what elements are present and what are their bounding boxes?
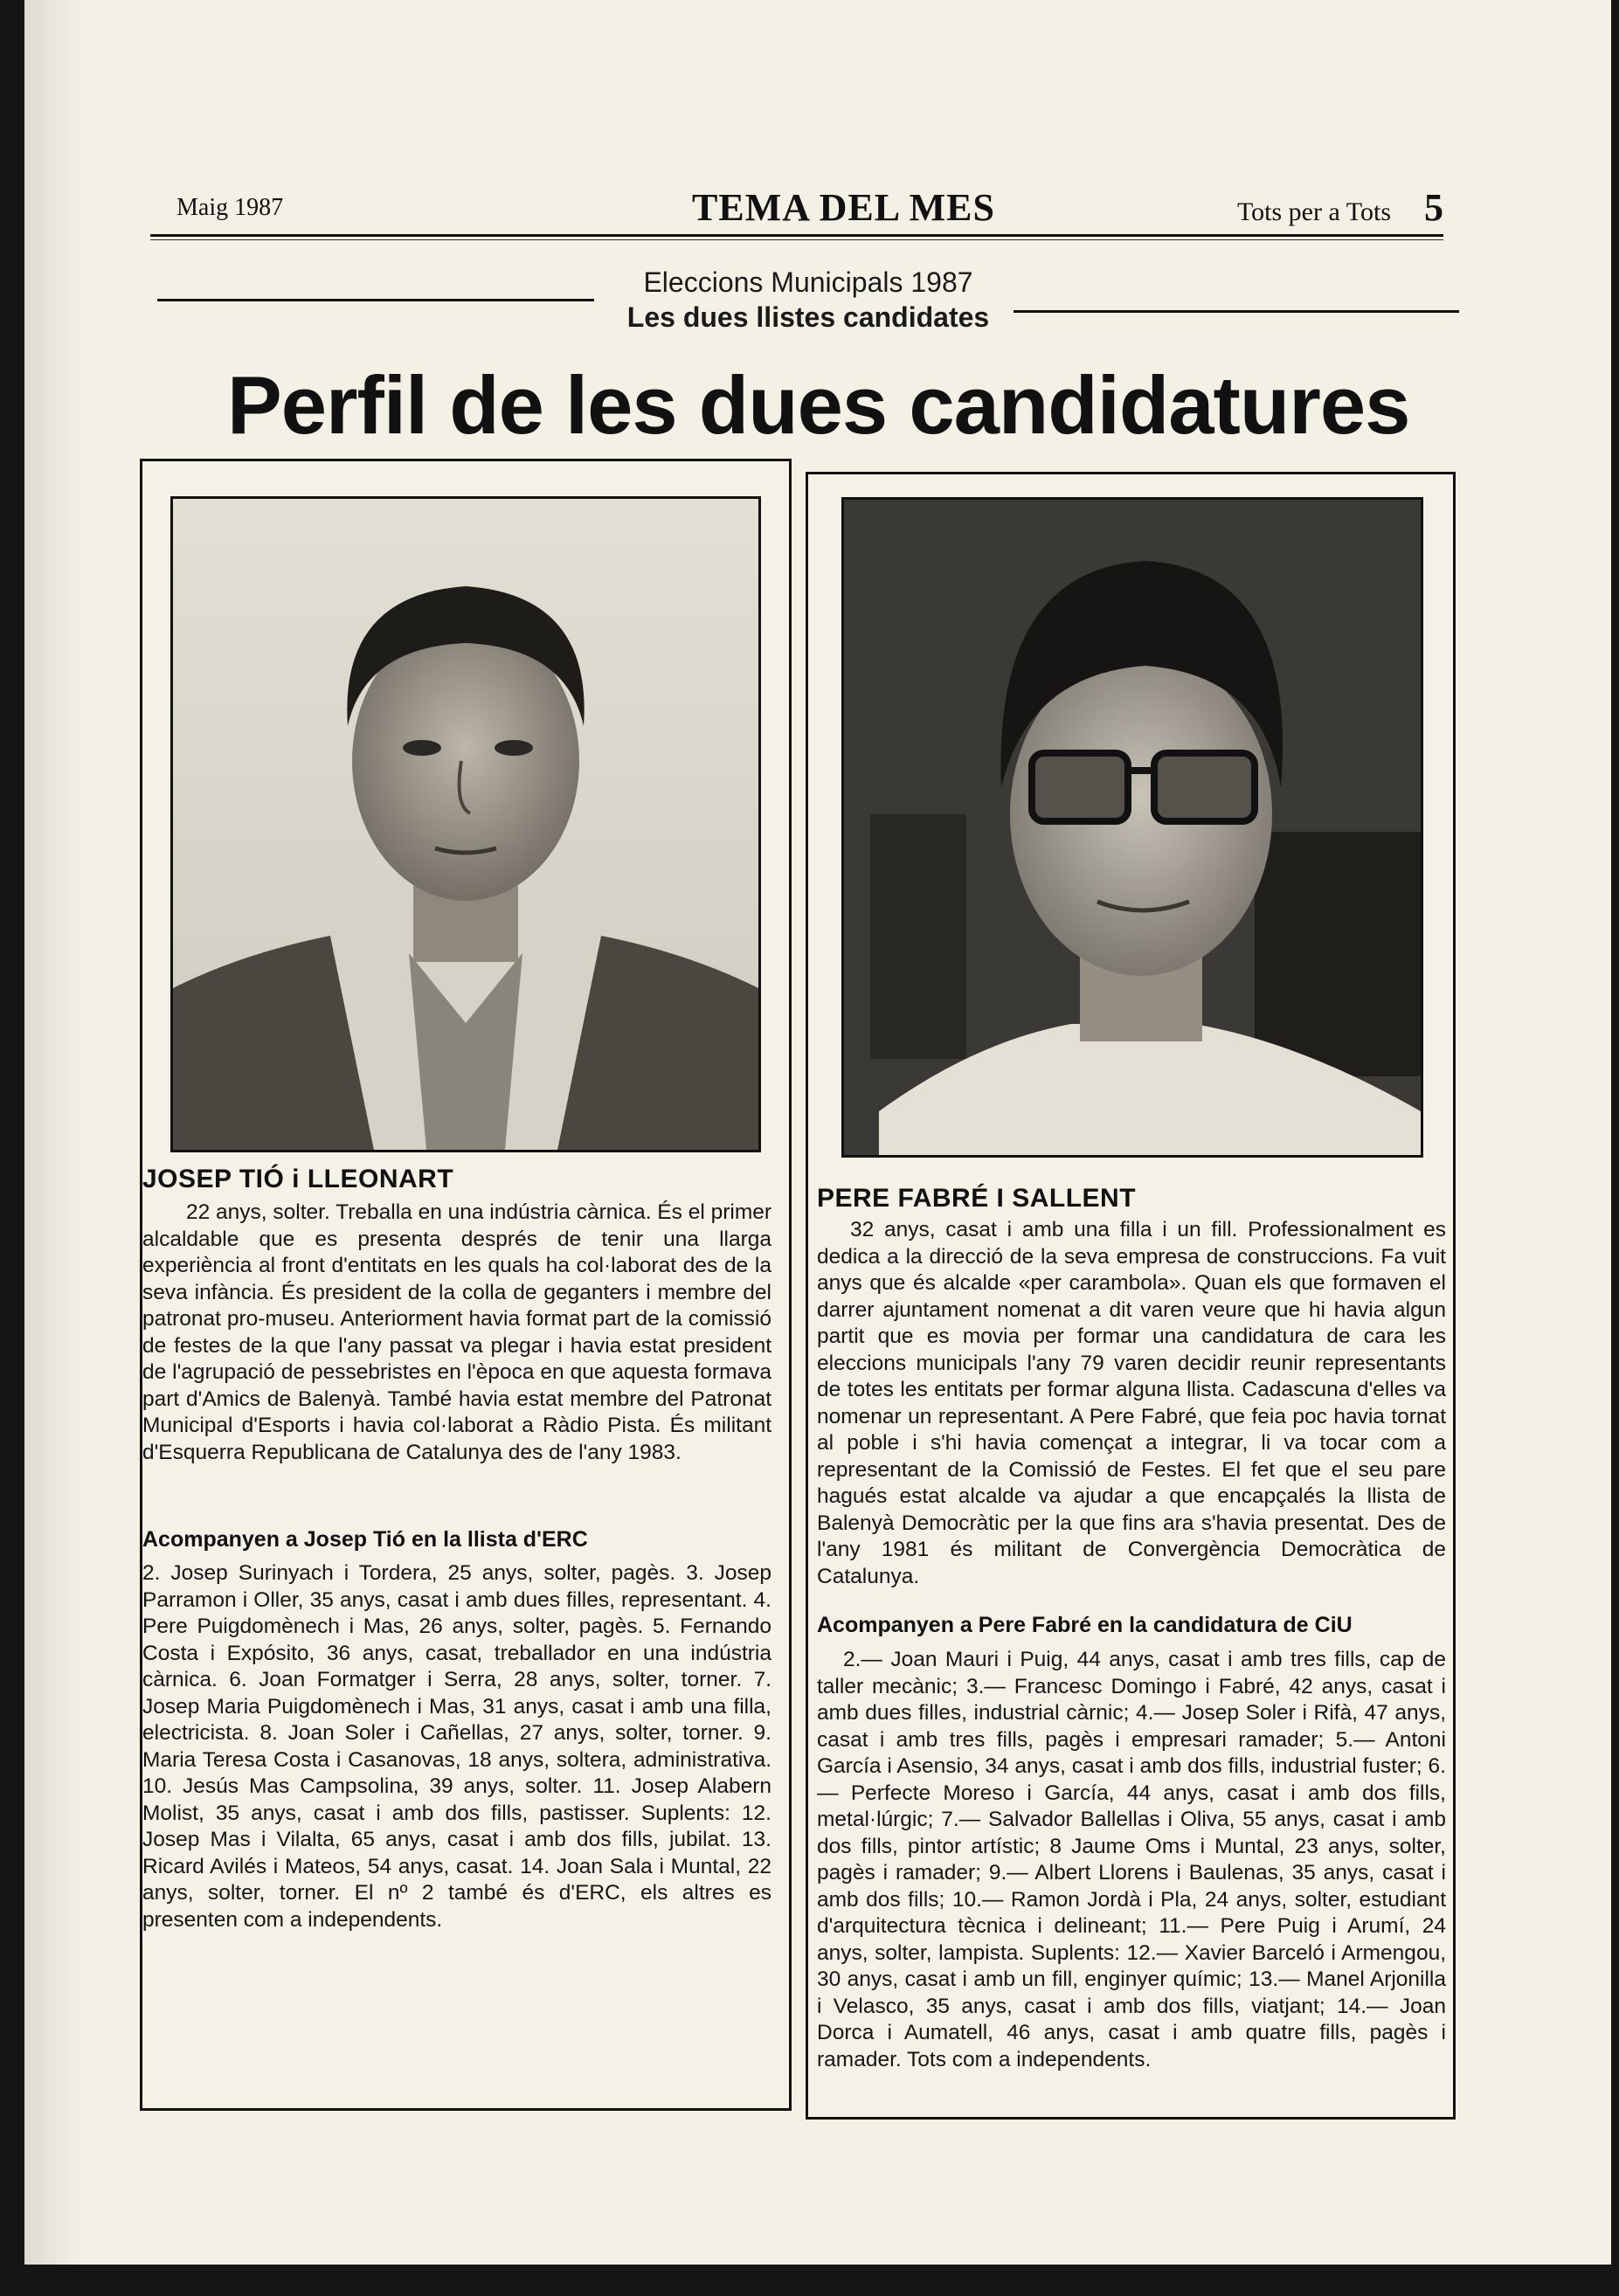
portrait-illustration-right: [844, 500, 1421, 1155]
candidate-list-right: 2.— Joan Mauri i Puig, 44 anys, casat i amb tres fills, cap de taller mecànic; 3.— Francesc Domingo i Fabré, 42 anys, casat i amb dues filles, industrial càrnic; 4.— Josep Soler i Rifà, 47 anys, casat i amb tres fills, pagès i empresari ramader; 5.— Antoni García i Asensio, 34 anys, casat i amb dos fills, industrial fuster; 6.— Perfecte Moreso i García, 44 anys, casat i amb dos fills, metal·lúrgic; 7.— Salvador Ballellas i Oliva, 55 anys, casat i amb dos fills, pintor artístic; 8 Jaume Oms i Muntal, 23 anys, solter, pagès i ramader; 9.— Albert Llorens i Baulenas, 35 anys, casat i amb dos fills; 10.— Ramon Jordà i Pla, 24 anys, solter, estudiant d'arquitectura tècnica i delineant; 11.— Pere Puig i Arumí, 24 anys, solter, lampista. Suplents: 12.— Xavier Barceló i Armengou, 30 anys, casat i amb un fill, enginyer químic; 13.— Manel Arjonilla i Velasco, 35 anys, casat i amb dos fills, viatjant; 14.— Joan Dorca i Aumatell, 46 anys, casat i amb quatre fills, pagès i ramader. Tots com a independents.: [817, 1648, 1446, 2071]
list-title-right: Acompanyen a Pere Fabré en la candidatura de CiU: [817, 1613, 1353, 1637]
candidate-list-left: 2. Josep Surinyach i Tordera, 25 anys, solter, pagès. 3. Josep Parramon i Oller, 35 anys, casat i amb dues filles, representant. 4. Pere Puigdomènech i Mas, 26 anys, solter, pagès. 5. Fernando Costa i Expósito, 36 anys, casat, treballador en una indústria càrnica. 6. Joan Formatger i Serra, 28 anys, solter, torner. 7. Josep Maria Puigdomènech i Mas, 31 anys, casat i amb una filla, electricista. 8. Joan Soler i Cañellas, 27 anys, solter, torner. 9. Maria Teresa Costa i Casanovas, 18 anys, soltera, administrativa. 10. Jesús Mas Campsolina, 39 anys, solter. 11. Josep Alabern Molist, 35 anys, casat i amb dos fills, pastisser. Suplents: 12. Josep Mas i Vilalta, 65 anys, casat i amb dos fills, jubilat. 13. Ricard Avilés i Mateos, 54 anys, casat. 14. Joan Sala i Muntal, 22 anys, solter, torner. El nº 2 també és d'ERC, els altres es presenten com a independents.: [142, 1561, 771, 1932]
section-kicker: [157, 266, 1459, 336]
list-title-left: Acompanyen a Josep Tió en la llista d'ERC: [142, 1527, 588, 1552]
portrait-photo-left: [170, 496, 761, 1152]
candidate-column-right: [806, 472, 1456, 2120]
issue-date: Maig 1987: [176, 194, 284, 221]
header-rule: [150, 234, 1443, 237]
kicker-line-2: Les dues llistes candidates: [626, 301, 990, 333]
page-number: 5: [1424, 186, 1443, 229]
candidate-name-left: JOSEP TIÓ i LLEONART: [142, 1165, 454, 1193]
page-headline: Perfil de les dues candidatures: [227, 359, 1410, 451]
header-rule-thin: [150, 239, 1443, 240]
page-gutter-shadow: [30, 0, 82, 2265]
kicker-rule-left: [157, 299, 594, 301]
portrait-photo-right: [841, 497, 1423, 1158]
kicker-rule-right: [1014, 310, 1459, 313]
kicker-line-1: Eleccions Municipals 1987: [643, 266, 973, 298]
publication-name: Tots per a Tots: [1236, 197, 1391, 226]
section-title: TEMA DEL MES: [692, 186, 995, 229]
portrait-illustration-left: [173, 499, 758, 1150]
candidate-bio-right: 32 anys, casat i amb una filla i un fill. Professionalment es dedica a la direcció de la seva empresa de construccions. Fa vuit anys que és alcalde «per carambola». Quan els que formaven el darrer ajuntament nomenat a dit varen veure que hi havia algun partit que es movia per formar una candidatura de cara les eleccions municipals l'any 79 varen decidir reunir representants de totes les entitats per formar alguna llista. Cadascuna d'elles va nomenar un representant. A Pere Fabré, que feia poc havia tornat al poble i s'hi havia començat a integrar, li va tocar com a representant de la Comissió de Festes. El fet que el seu pare hagués estat alcalde va ajudar a que encapçalés la llista de Balenyà Democràtic per la que fins ara s'havia presentat. Des de l'any 1981 és militant de Convergència Democràtica de Catalunya.: [817, 1218, 1446, 1588]
candidate-column-left: [140, 459, 792, 2111]
page-header: [150, 183, 1443, 236]
candidate-bio-left: 22 anys, solter. Treballa en una indústria càrnica. És el primer alcaldable que es presenta després de tenir una llarga experiència al front d'entitats en les quals ha col·laborat des de la seva infància. És president de la colla de geganters i membre del patronat pro-museu. Anteriorment havia format part de la comissió de festes de la que l'any passat va plegar i havia estat president de l'agrupació de pessebristes en l'època en que aquesta formava part d'Amics de Balenyà. També havia estat membre del Patronat Municipal d'Esports i havia col·laborat a Ràdio Pista. És militant d'Esquerra Republicana de Catalunya des de l'any 1983.: [142, 1200, 772, 1464]
candidate-name-right: PERE FABRÉ I SALLENT: [817, 1184, 1137, 1213]
